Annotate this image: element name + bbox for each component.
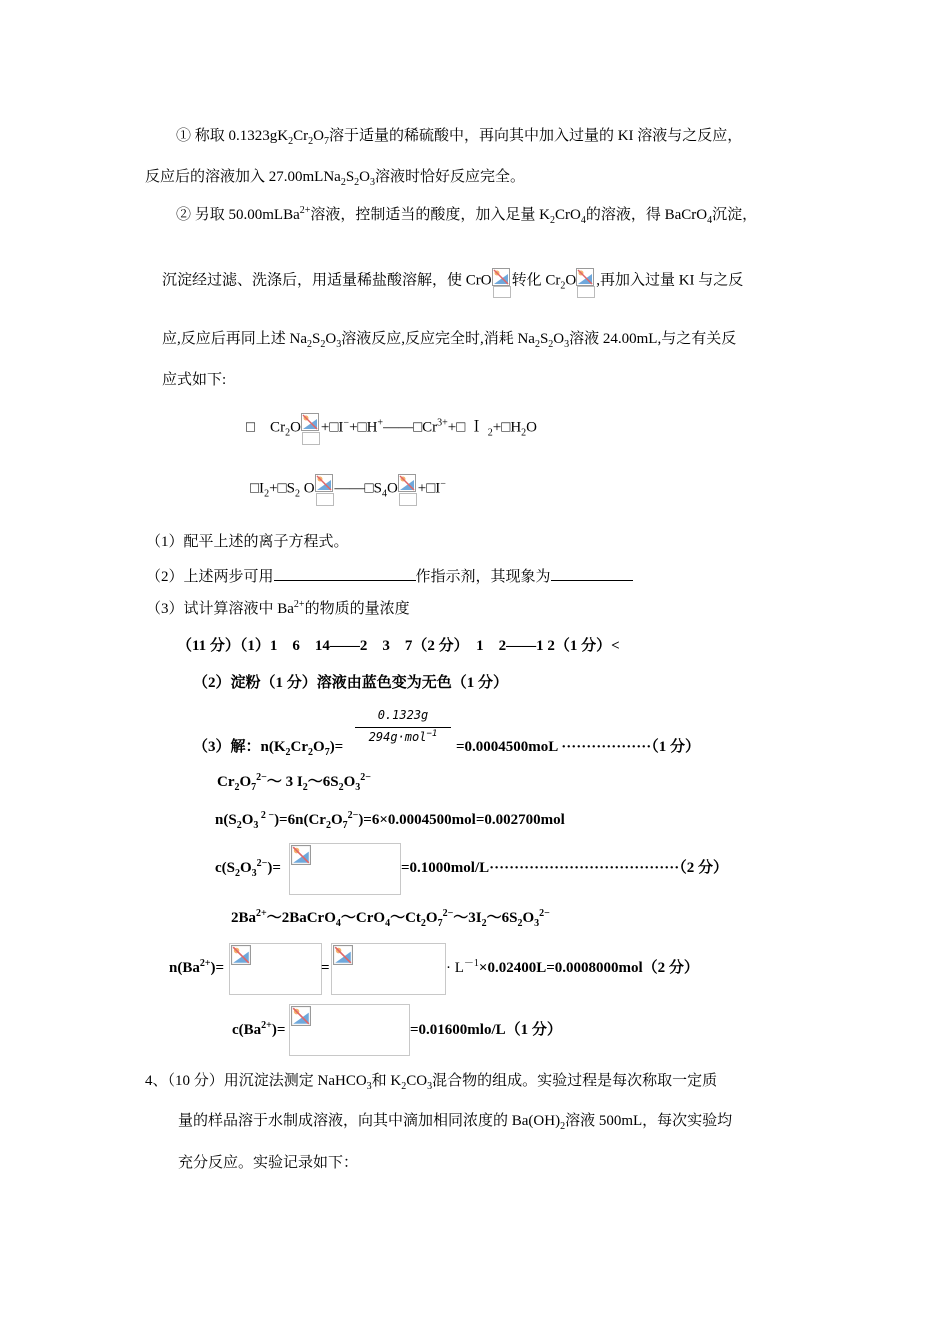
text: O — [240, 860, 252, 876]
subscript: 3 — [355, 782, 361, 793]
answer-4 — [217, 772, 371, 792]
subscript: 2 — [521, 427, 527, 439]
paragraph-2 — [176, 205, 757, 225]
subscript: 2 — [285, 427, 291, 439]
text: ,再加入过量 KI 与之反 — [596, 272, 744, 289]
broken-image-icon — [231, 945, 251, 965]
text: CO — [406, 1073, 428, 1089]
broken-image-icon — [333, 945, 353, 965]
text: +□H — [349, 419, 378, 436]
text: )= — [329, 739, 344, 755]
equation-2 — [250, 472, 446, 506]
answer-2 — [193, 673, 508, 693]
subscript: 4 — [707, 215, 713, 226]
subscript: 2 — [236, 820, 242, 831]
subscript: 2 — [534, 339, 540, 350]
text: Cr — [293, 128, 309, 144]
image-placeholder — [331, 943, 446, 995]
subscript: 2 — [320, 339, 326, 350]
broken-image-icon — [398, 472, 418, 506]
text: n(S — [215, 812, 237, 828]
image-placeholder — [289, 1004, 410, 1056]
text: +□S — [269, 480, 295, 497]
text: n(Ba — [169, 960, 200, 976]
text: 反应后的溶液加入 27.00mLNa — [145, 169, 341, 185]
text: 溶液，控制适当的酸度，加入足量 K — [310, 207, 550, 223]
text: 溶液时恰好反应完全。 — [375, 169, 526, 185]
broken-image-icon — [291, 1006, 311, 1026]
superscript: 2− — [347, 810, 359, 821]
subscript: 3 — [336, 339, 342, 350]
text: （3）试计算溶液中 Ba — [146, 601, 294, 617]
subscript: 7 — [437, 918, 443, 929]
subscript: 2 — [294, 488, 300, 500]
text: 量的样品溶于水制成溶液，向其中滴加相同浓度的 Ba(OH) — [178, 1113, 561, 1129]
question-4-line3 — [178, 1153, 358, 1173]
answer-9 — [232, 1020, 285, 1040]
broken-image-icon — [576, 266, 596, 296]
text: )= — [210, 960, 225, 976]
subscript: 2 — [235, 868, 240, 879]
paragraph-2-line2 — [162, 266, 743, 296]
subscript: 7 — [342, 820, 348, 831]
paragraph-1 — [176, 126, 742, 146]
question-2 — [146, 566, 633, 587]
answer-1 — [177, 636, 620, 656]
answer-6 — [215, 858, 281, 878]
subscript: 2 — [288, 136, 294, 147]
text: )=6×0.0004500mol=0.002700mol — [358, 812, 565, 828]
subscript: 7 — [324, 747, 330, 758]
text: O — [359, 169, 371, 185]
subscript: 2 — [308, 747, 314, 758]
subscript: 4 — [580, 215, 586, 226]
text: 充分反应。实验记录如下： — [178, 1155, 359, 1171]
text: O — [526, 419, 537, 436]
text: （3）解：n(K — [193, 739, 286, 755]
text: ～2BaCrO — [266, 910, 336, 926]
text: O — [313, 739, 325, 755]
subscript: 2 — [548, 339, 554, 350]
fraction-bar — [355, 727, 451, 728]
text: 溶液 500mL，每次实验均 — [565, 1113, 733, 1129]
broken-image-icon — [291, 845, 311, 865]
question-1 — [146, 532, 349, 552]
subscript: 3 — [534, 918, 540, 929]
subscript: 7 — [251, 782, 257, 793]
subscript: 2 — [264, 488, 270, 500]
text: O — [565, 272, 577, 289]
text: S — [345, 169, 355, 185]
text: ～CrO — [340, 910, 386, 926]
broken-image-icon — [492, 266, 512, 296]
text: )= — [271, 1022, 286, 1038]
text: Cr — [217, 774, 235, 790]
text: )= — [267, 860, 281, 876]
text: 应,反应后再同上述 Na — [162, 331, 307, 347]
text: c(S — [215, 860, 235, 876]
subscript: 3 — [564, 339, 570, 350]
subscript: 2 — [487, 427, 493, 439]
text: 的溶液，得 BaCrO — [585, 207, 708, 223]
subscript: 2 — [549, 215, 555, 226]
subscript: 2 — [338, 782, 344, 793]
subscript: 2 — [354, 177, 360, 188]
text: ×0.02400L=0.0008000mol（2 分） — [478, 960, 699, 976]
subscript: 2 — [325, 820, 331, 831]
subscript: 2 — [401, 1081, 407, 1092]
text: □ Cr — [246, 419, 286, 436]
image-placeholder — [229, 943, 322, 995]
answer-blank — [551, 566, 633, 581]
text: +□I — [320, 419, 344, 436]
image-placeholder — [289, 843, 401, 895]
subscript: 2 — [302, 782, 308, 793]
text: S — [312, 331, 321, 347]
text: 作指示剂，其现象为 — [415, 569, 551, 585]
superscript: 3+ — [437, 417, 448, 429]
answer-9-result — [410, 1020, 562, 1040]
text: ～6S — [307, 774, 339, 790]
subscript: 3 — [253, 820, 259, 831]
text: O — [325, 331, 337, 347]
text: Cr — [290, 739, 309, 755]
paragraph-2-line3 — [162, 329, 736, 349]
text: O — [290, 419, 301, 436]
subscript: 2 — [420, 918, 426, 929]
text: O — [313, 128, 324, 144]
subscript: 3 — [370, 177, 376, 188]
superscript: 2− — [442, 908, 454, 919]
text: =0.1000mol/L······································（2 分） — [401, 860, 728, 876]
text: ～3I — [453, 910, 482, 926]
text: O — [239, 774, 252, 790]
text: ① 称取 0.1323gK — [176, 128, 289, 144]
text: 的物质的量浓度 — [304, 601, 410, 617]
text: S — [539, 331, 549, 347]
text: +□H — [492, 419, 522, 436]
text: O — [553, 331, 565, 347]
text: （2）淀粉（1 分）溶液由蓝色变为无色（1 分） — [193, 675, 509, 691]
broken-image-icon — [315, 472, 335, 506]
equation-1 — [246, 411, 537, 445]
subscript: 2 — [560, 1121, 566, 1132]
superscript: 2+ — [261, 1020, 272, 1031]
text: 溶液反应,反应完全时,消耗 Na — [341, 331, 535, 347]
superscript: 2− — [256, 772, 267, 783]
subscript: 2 — [307, 339, 312, 350]
text: 沉淀， — [712, 207, 758, 223]
text: O — [299, 480, 315, 497]
fraction-denominator: 294g·mol$^{-1}$ — [368, 729, 438, 744]
text: )=6n(Cr — [274, 812, 326, 828]
fraction-numerator: 0.1323g — [377, 708, 429, 722]
superscript: − — [343, 417, 350, 429]
answer-6-result — [401, 858, 728, 878]
text: 溶于适量的稀硫酸中，再向其中加入过量的 KI 溶液与之反应， — [328, 128, 743, 144]
text: ② 另取 50.00mLBa — [176, 207, 300, 223]
text: （11 分）（1）1 6 14——2 3 7（2 分） 1 2——1 2（1 分）< — [177, 638, 620, 654]
superscript: 2− — [256, 858, 268, 869]
broken-image-icon — [301, 411, 321, 445]
superscript: －1 — [463, 958, 479, 969]
text: 沉淀经过滤、洗涤后，用适量稀盐酸溶解，使 CrO — [162, 272, 492, 289]
text: +□ Ｉ — [447, 419, 488, 436]
subscript: 4 — [335, 918, 341, 929]
superscript: 2+ — [199, 958, 211, 969]
superscript: 2+ — [299, 205, 311, 216]
paragraph-1-cont — [145, 167, 525, 187]
subscript: 2 — [340, 177, 346, 188]
text: O — [330, 812, 343, 828]
text: ——□Cr — [383, 419, 438, 436]
text: （1）配平上述的离子方程式。 — [146, 534, 349, 550]
superscript: 2− — [539, 908, 550, 919]
subscript: 3 — [366, 1081, 372, 1092]
text: O — [522, 910, 535, 926]
answer-5 — [215, 810, 565, 830]
text: O — [425, 910, 438, 926]
answer-8-equals — [321, 958, 330, 978]
text: CrO — [554, 207, 581, 223]
subscript: 3 — [427, 1081, 433, 1092]
paragraph-2-line4 — [162, 370, 226, 390]
fraction — [353, 706, 453, 750]
answer-3-result — [456, 737, 700, 757]
text: 混合物的组成。实验过程是每次称取一定质 — [432, 1073, 718, 1089]
text: 4、（10 分）用沉淀法测定 NaHCO — [145, 1073, 367, 1089]
text: ～Ct — [390, 910, 421, 926]
question-4 — [145, 1071, 717, 1091]
subscript: 2 — [285, 747, 291, 758]
text: =0.01600mlo/L（1 分） — [410, 1022, 562, 1038]
text: O — [386, 480, 398, 497]
text: 2Ba — [231, 910, 257, 926]
subscript: 4 — [385, 918, 391, 929]
subscript: 2 — [308, 136, 314, 147]
text: ——□S — [334, 480, 382, 497]
superscript: + — [377, 417, 384, 429]
answer-8 — [169, 958, 224, 978]
subscript: 2 — [560, 280, 566, 292]
answer-8-result — [446, 958, 699, 978]
subscript: 2 — [234, 782, 240, 793]
question-4-line2 — [178, 1111, 732, 1131]
text: c(Ba — [232, 1022, 262, 1038]
superscript: 2− — [360, 772, 371, 783]
text: （2）上述两步可用 — [146, 569, 274, 585]
text: O — [343, 774, 356, 790]
text: +□I — [417, 480, 441, 497]
subscript: 4 — [381, 488, 387, 500]
superscript: 2 − — [258, 810, 275, 821]
subscript: 3 — [251, 868, 257, 879]
text: 和 K — [371, 1073, 402, 1089]
question-3 — [146, 599, 410, 619]
text: 应式如下: — [162, 372, 227, 388]
text: ～6S — [486, 910, 518, 926]
subscript: 2 — [517, 918, 523, 929]
superscript: 2+ — [293, 599, 305, 610]
text: =0.0004500moL ··················（1 分） — [456, 739, 701, 755]
superscript: − — [440, 478, 446, 490]
text: ～ 3 I — [266, 774, 303, 790]
text: 转化 Cr — [511, 272, 561, 289]
answer-blank — [274, 566, 416, 581]
text: = — [321, 960, 330, 976]
text: O — [241, 812, 254, 828]
subscript: 7 — [323, 136, 329, 147]
text: 溶液 24.00mL,与之有关反 — [569, 331, 737, 347]
superscript: 2+ — [256, 908, 267, 919]
text: · L — [446, 960, 464, 976]
answer-3 — [193, 737, 343, 757]
answer-7 — [231, 908, 550, 928]
subscript: 2 — [481, 918, 487, 929]
text: □I — [250, 480, 265, 497]
